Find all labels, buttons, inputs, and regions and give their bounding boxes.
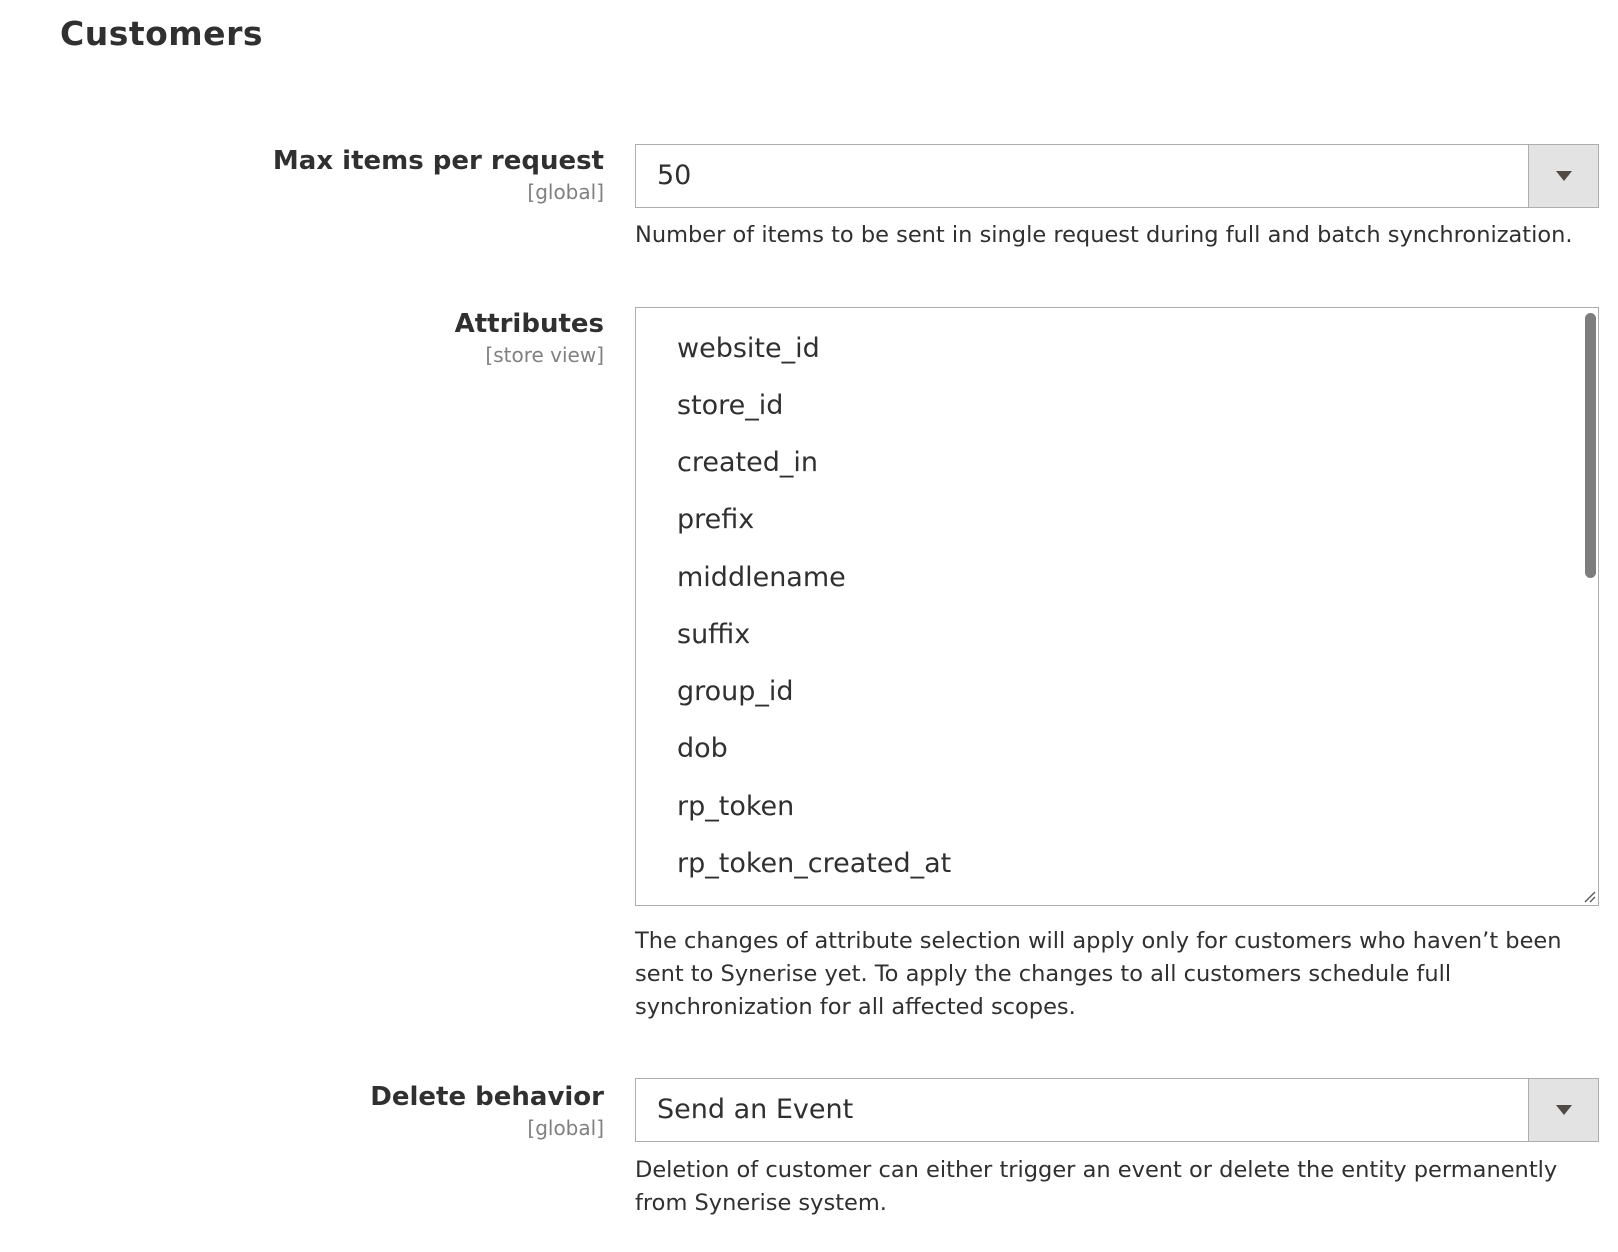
max-items-label: Max items per request [272, 146, 604, 176]
max-items-scope: [global] [527, 180, 604, 204]
delete-behavior-dropdown-button[interactable] [1528, 1079, 1598, 1141]
attribute-option[interactable]: prefix [677, 504, 755, 535]
attribute-option[interactable]: website_id [677, 333, 820, 364]
attribute-option[interactable]: suffix [677, 619, 751, 650]
max-items-value: 50 [657, 160, 692, 191]
scrollbar-thumb[interactable] [1585, 313, 1596, 578]
delete-behavior-scope: [global] [527, 1116, 604, 1140]
attribute-option[interactable]: dob [677, 733, 728, 764]
attributes-label: Attributes [454, 309, 604, 339]
delete-behavior-help: Deletion of customer can either trigger an event or delete the entity permanently from Synerise system. [635, 1157, 1558, 1216]
max-items-help: Number of items to be sent in single request during full and batch synchronization. [635, 222, 1573, 248]
attribute-option[interactable]: created_in [677, 447, 818, 478]
chevron-down-icon [1556, 171, 1572, 181]
resize-handle-icon[interactable] [1582, 889, 1596, 903]
delete-behavior-select[interactable] [635, 1078, 1599, 1142]
delete-behavior-label: Delete behavior [370, 1082, 604, 1112]
attributes-label-group [455, 307, 604, 369]
section-title: Customers [60, 14, 263, 53]
attribute-option[interactable]: rp_token_created_at [677, 848, 952, 879]
chevron-down-icon [1556, 1105, 1572, 1115]
delete-behavior-label-group [370, 1080, 604, 1142]
attributes-multiselect[interactable] [635, 307, 1599, 906]
attribute-option[interactable]: middlename [677, 562, 846, 593]
attribute-option[interactable]: rp_token [677, 791, 795, 822]
attribute-option[interactable]: store_id [677, 390, 784, 421]
attribute-option[interactable]: group_id [677, 676, 794, 707]
attributes-help: The changes of attribute selection will apply only for customers who haven’t been sent to Synerise yet. To apply the changes to all customers schedule full synchronization for all affected scopes. [635, 928, 1562, 1020]
attributes-scope: [store view] [485, 343, 604, 367]
max-items-dropdown-button[interactable] [1528, 145, 1598, 207]
delete-behavior-value: Send an Event [657, 1094, 854, 1125]
max-items-label-group [273, 144, 604, 206]
max-items-select[interactable] [635, 144, 1599, 208]
